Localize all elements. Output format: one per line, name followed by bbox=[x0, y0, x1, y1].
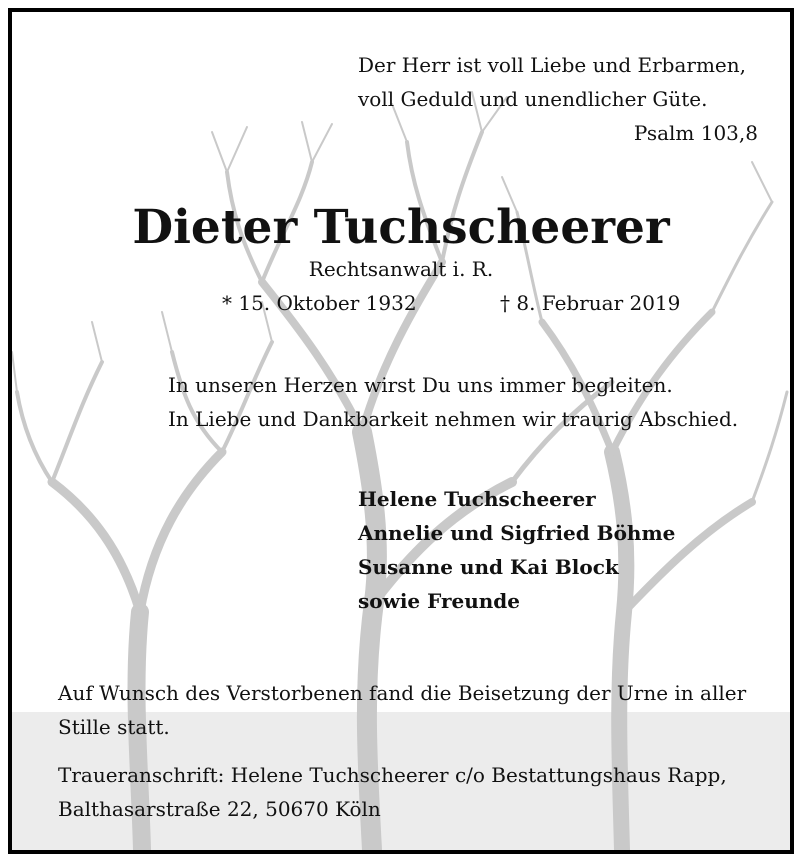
birth-date: * 15. Oktober 1932 bbox=[222, 291, 417, 315]
bible-verse bbox=[358, 48, 746, 116]
death-date: † 8. Februar 2019 bbox=[500, 291, 681, 315]
message-line: In Liebe und Dankbarkeit nehmen wir traurig Abschied. bbox=[168, 407, 739, 431]
notice-line: Auf Wunsch des Verstorbenen fand die Beisetzung der Urne in aller bbox=[58, 681, 747, 705]
mourner-name: Susanne und Kai Block bbox=[358, 555, 619, 579]
message-line: In unseren Herzen wirst Du uns immer begleiten. bbox=[168, 373, 673, 397]
farewell-message bbox=[168, 368, 738, 436]
address-line: Balthasarstraße 22, 50670 Köln bbox=[58, 797, 381, 821]
mourner-name: Helene Tuchscheerer bbox=[358, 487, 596, 511]
burial-notice bbox=[58, 676, 746, 744]
mourner-name: sowie Freunde bbox=[358, 589, 521, 613]
verse-line: voll Geduld und unendlicher Güte. bbox=[358, 87, 708, 111]
condolence-address bbox=[58, 758, 727, 826]
address-line: Traueranschrift: Helene Tuchscheerer c/o Bestattungshaus Rapp, bbox=[58, 763, 727, 787]
verse-line: Der Herr ist voll Liebe und Erbarmen, bbox=[358, 53, 747, 77]
mourner-name: Annelie und Sigfried Böhme bbox=[358, 521, 676, 545]
notice-line: Stille statt. bbox=[58, 715, 170, 739]
obituary-card bbox=[8, 8, 794, 854]
deceased-title: Rechtsanwalt i. R. bbox=[308, 257, 494, 281]
mourners-list bbox=[358, 482, 675, 618]
verse-reference: Psalm 103,8 bbox=[633, 121, 758, 145]
deceased-name: Dieter Tuchscheerer bbox=[132, 200, 670, 255]
